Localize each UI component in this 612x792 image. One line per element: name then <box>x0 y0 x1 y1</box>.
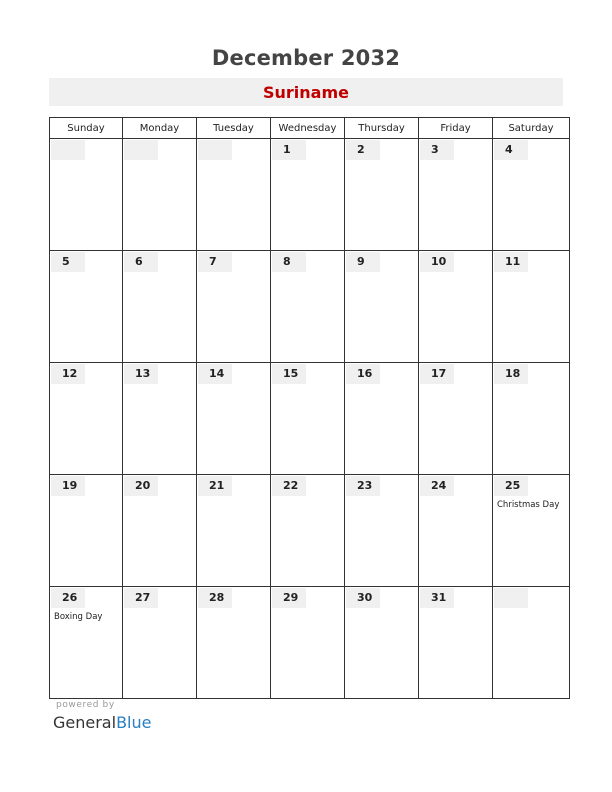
day-number: 28 <box>198 588 232 608</box>
weekday-header: Thursday <box>345 118 419 139</box>
day-cell <box>271 587 345 699</box>
weekday-header-row <box>50 118 570 139</box>
day-number: 14 <box>198 364 232 384</box>
weekday-header: Monday <box>123 118 197 139</box>
day-cell <box>197 587 271 699</box>
day-number: 4 <box>494 140 528 160</box>
day-number: 22 <box>272 476 306 496</box>
day-number: 25 <box>494 476 528 496</box>
weekday-header: Friday <box>419 118 493 139</box>
day-cell <box>50 475 123 587</box>
day-cell <box>493 475 570 587</box>
day-number: 17 <box>420 364 454 384</box>
day-cell <box>419 251 493 363</box>
day-number: 15 <box>272 364 306 384</box>
day-number: 30 <box>346 588 380 608</box>
calendar-grid <box>49 117 570 699</box>
day-number: 12 <box>51 364 85 384</box>
day-cell <box>123 139 197 251</box>
day-cell <box>197 251 271 363</box>
day-cell <box>493 251 570 363</box>
day-number: 24 <box>420 476 454 496</box>
week-row <box>50 251 570 363</box>
day-cell <box>419 363 493 475</box>
day-number: 27 <box>124 588 158 608</box>
brand-general-text: General <box>53 713 117 732</box>
day-number: 16 <box>346 364 380 384</box>
weekday-header: Saturday <box>493 118 570 139</box>
day-cell <box>123 251 197 363</box>
day-number: 31 <box>420 588 454 608</box>
day-number: 18 <box>494 364 528 384</box>
day-number <box>51 140 85 160</box>
day-cell <box>493 139 570 251</box>
day-cell <box>419 475 493 587</box>
day-cell <box>345 139 419 251</box>
day-cell <box>197 139 271 251</box>
day-cell <box>271 475 345 587</box>
day-cell <box>345 251 419 363</box>
week-row <box>50 139 570 251</box>
day-number: 6 <box>124 252 158 272</box>
day-number: 29 <box>272 588 306 608</box>
day-cell <box>345 587 419 699</box>
day-number: 26 <box>51 588 85 608</box>
weekday-header: Wednesday <box>271 118 345 139</box>
day-number: 20 <box>124 476 158 496</box>
day-number: 9 <box>346 252 380 272</box>
day-cell <box>50 363 123 475</box>
day-cell <box>50 251 123 363</box>
country-name: Suriname <box>49 78 563 106</box>
day-cell <box>345 475 419 587</box>
weekday-header: Sunday <box>50 118 123 139</box>
brand-blue-text: Blue <box>116 713 152 732</box>
day-cell <box>123 363 197 475</box>
day-number: 5 <box>51 252 85 272</box>
day-cell <box>197 475 271 587</box>
day-cell <box>493 587 570 699</box>
day-cell <box>493 363 570 475</box>
day-number: 13 <box>124 364 158 384</box>
calendar-title: December 2032 <box>211 46 401 70</box>
day-cell <box>271 139 345 251</box>
day-number: 8 <box>272 252 306 272</box>
day-number: 11 <box>494 252 528 272</box>
day-number: 7 <box>198 252 232 272</box>
day-cell <box>50 139 123 251</box>
day-number <box>494 588 528 608</box>
week-row <box>50 587 570 699</box>
day-number: 10 <box>420 252 454 272</box>
day-cell <box>197 363 271 475</box>
holiday-label: Christmas Day <box>497 500 560 510</box>
day-number: 21 <box>198 476 232 496</box>
week-row <box>50 475 570 587</box>
day-number: 2 <box>346 140 380 160</box>
powered-by-label: powered by <box>56 700 115 710</box>
holiday-label: Boxing Day <box>54 612 103 622</box>
day-number <box>124 140 158 160</box>
generalblue-logo[interactable] <box>53 713 151 732</box>
day-cell <box>50 587 123 699</box>
day-cell <box>123 587 197 699</box>
day-cell <box>271 363 345 475</box>
day-number: 1 <box>272 140 306 160</box>
day-number <box>198 140 232 160</box>
day-cell <box>345 363 419 475</box>
day-number: 3 <box>420 140 454 160</box>
day-cell <box>123 475 197 587</box>
day-number: 19 <box>51 476 85 496</box>
day-cell <box>419 139 493 251</box>
weekday-header: Tuesday <box>197 118 271 139</box>
day-cell <box>419 587 493 699</box>
week-row <box>50 363 570 475</box>
day-cell <box>271 251 345 363</box>
day-number: 23 <box>346 476 380 496</box>
